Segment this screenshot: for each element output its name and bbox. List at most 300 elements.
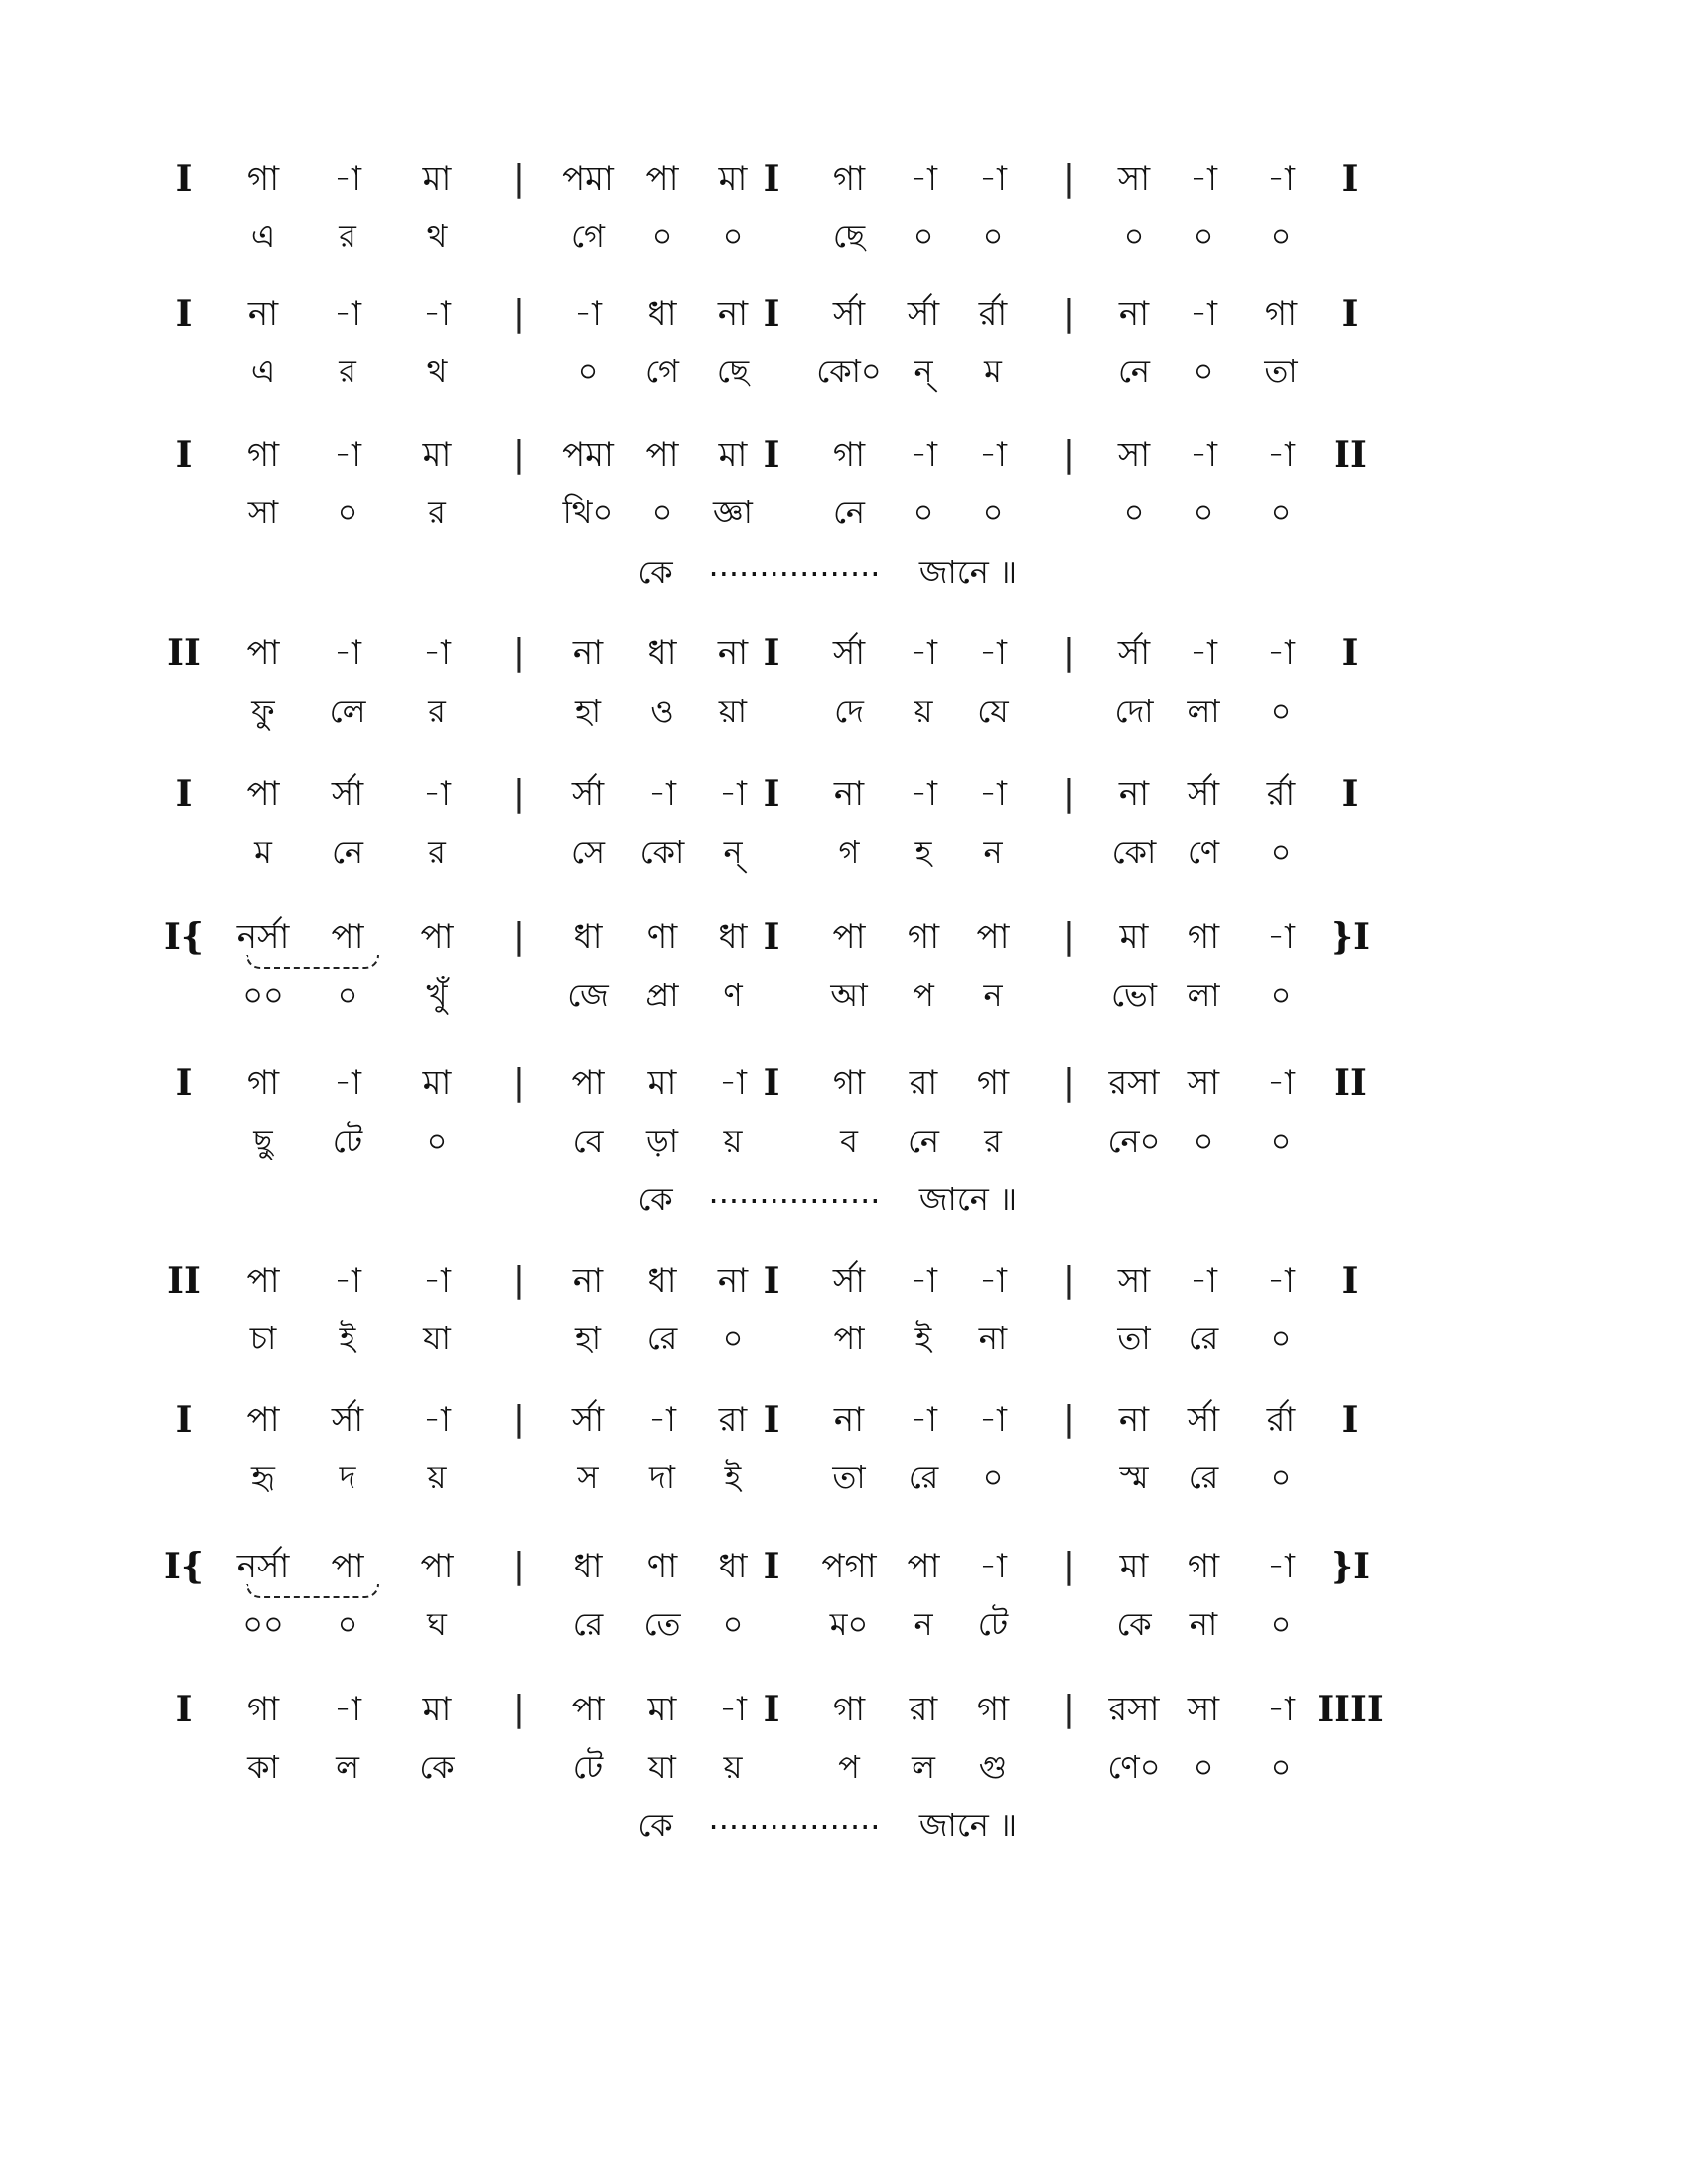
lyric-syllable: না [978,1319,1008,1357]
bar-line: II [167,632,201,674]
lyric-syllable: কো [1111,833,1157,871]
lyric-syllable: হা [574,692,602,730]
swara-note: পা [907,1547,940,1586]
bar-line: I [175,158,193,200]
swara-note: -া [910,435,937,475]
lyric-syllable: ০ [337,1605,358,1643]
bar-line: I [175,434,193,476]
lyric-syllable: হৃ [251,1458,275,1496]
lyric-syllable: হ [914,833,932,871]
swara-note: মা [1119,1547,1149,1586]
swara-note: গা [246,159,280,199]
lyric-syllable: ০ [1270,833,1292,871]
refrain-end: জানে ॥ [918,1180,1018,1218]
bar-line: I [1341,632,1359,674]
lyric-syllable: না [1189,1605,1218,1643]
lyric-syllable: লে [329,692,366,730]
lyric-syllable: সে [570,833,606,871]
lyric-syllable: ০ [1193,217,1214,255]
swara-note: ধা [647,633,677,673]
bar-line: I [175,1689,193,1730]
swara-note: -া [979,1547,1007,1586]
lyric-syllable: দো [1114,692,1154,730]
swara-note: র্সা [571,774,605,814]
swara-note: পা [246,774,280,814]
swara-note: পা [832,917,866,957]
lyric-syllable: ০ [1270,217,1292,255]
swara-note: না [717,294,749,334]
swara-note: মা [422,1063,452,1103]
bar-line: II [1334,1062,1367,1104]
lyric-syllable: দা [648,1458,676,1496]
lyric-syllable: র [428,493,446,531]
swara-note: পা [976,917,1010,957]
lyric-syllable: দে [834,692,864,730]
lyric-syllable: ণে০ [1107,1748,1161,1786]
lyric-syllable: ছে [832,217,866,255]
swara-note: র্রা [978,294,1008,334]
beat-separator: | [1062,293,1076,334]
lyric-syllable: নে০ [1107,1122,1161,1160]
beat-separator: | [1062,158,1076,199]
swara-note: পা [645,159,679,199]
swara-note: র্সা [832,1261,866,1300]
lyric-syllable: য় [427,1458,447,1496]
swara-note: ণা [646,917,678,957]
swara-note: র্সা [1117,633,1151,673]
swara-note: পমা [562,435,614,475]
beat-separator: | [1062,632,1076,673]
swara-note: -া [1267,1547,1295,1586]
lyric-syllable: ০ [337,976,358,1014]
swara-note: ধা [573,1547,603,1586]
bar-line: IIII [1317,1689,1384,1730]
lyric-syllable: ০ [1123,217,1145,255]
swara-note: গা [1264,294,1298,334]
lyric-syllable: ও [650,692,674,730]
bar-line: I [175,293,193,335]
lyric-syllable: কো০ [816,352,882,390]
swara-note: গা [976,1690,1010,1729]
lyric-syllable: রে [908,1458,939,1496]
lyric-syllable: ০ [1270,1458,1292,1496]
lyric-syllable: খুঁ [426,976,448,1014]
swara-note: নর্সা [236,917,290,957]
beat-separator: | [1062,1062,1076,1103]
swara-note: র্সা [832,294,866,334]
lyric-syllable: ড়া [645,1122,679,1160]
swara-note: পা [246,1400,280,1439]
lyric-syllable: কা [247,1748,279,1786]
swara-note: মা [422,159,452,199]
lyric-syllable: যা [423,1319,451,1357]
lyric-syllable: ই [724,1458,742,1496]
swara-note: -া [648,774,676,814]
swara-note: গা [1187,1547,1220,1586]
swara-note: র্সা [832,633,866,673]
swara-note: -া [719,774,747,814]
lyric-syllable: ণ [723,976,743,1014]
refrain-start: কে [637,1806,673,1843]
lyric-syllable: ম [254,833,272,871]
bar-line: I [1341,1399,1359,1440]
lyric-syllable: গ [838,833,860,871]
lyric-syllable: দ [339,1458,356,1496]
lyric-syllable: ঘ [427,1605,447,1643]
bar-line: I [1341,773,1359,815]
refrain-end: জানে ॥ [918,1806,1018,1843]
lyric-syllable: ০ [1193,1122,1214,1160]
beat-separator: | [512,293,526,334]
swara-note: -া [334,1690,361,1729]
swara-note: -া [1190,294,1217,334]
lyric-syllable: রে [1188,1319,1219,1357]
swara-note: -া [979,1261,1007,1300]
beat-separator: | [1062,916,1076,957]
bar-line: I [175,1399,193,1440]
swara-note: সা [1117,1261,1151,1300]
lyric-syllable: নে [907,1122,940,1160]
lyric-syllable: থি০ [562,493,614,531]
lyric-syllable: গে [645,352,679,390]
lyric-syllable: র [428,692,446,730]
bar-line: I [763,632,780,674]
lyric-syllable: ০০ [242,976,284,1014]
swara-note: না [1118,1400,1150,1439]
swara-note: -া [979,774,1007,814]
swara-note: না [717,633,749,673]
swara-note: পা [420,1547,454,1586]
beat-separator: | [512,773,526,814]
swara-note: র্সা [907,294,940,334]
lyric-syllable: ব [840,1122,858,1160]
lyric-syllable: ০ [577,352,599,390]
swara-note: না [717,1261,749,1300]
beat-separator: | [512,916,526,957]
swara-note: -া [979,633,1007,673]
lyric-syllable: লা [1187,692,1220,730]
swara-note: সা [1117,159,1151,199]
lyric-syllable: টে [572,1748,604,1786]
swara-note: পা [420,917,454,957]
lyric-syllable: ০ [1270,976,1292,1014]
lyric-syllable: জে [567,976,609,1014]
lyric-syllable: থ [426,217,448,255]
swara-note: ধা [647,294,677,334]
swara-note: -া [910,774,937,814]
swara-note: গা [1187,917,1220,957]
swara-note: রসা [1108,1063,1160,1103]
swara-note: -া [334,1261,361,1300]
lyric-syllable: য়া [718,692,748,730]
bar-line: I [763,434,780,476]
lyric-syllable: প [838,1748,860,1786]
lyric-syllable: ০ [1270,1122,1292,1160]
swara-note: -া [1267,633,1295,673]
swara-note: -া [1190,435,1217,475]
swara-note: গা [246,435,280,475]
lyric-syllable: তা [832,1458,866,1496]
swara-note: -া [1267,1261,1295,1300]
lyric-syllable: ন্ [914,352,933,390]
lyric-syllable: টে [332,1122,363,1160]
swara-note: নর্সা [236,1547,290,1586]
lyric-syllable: ০ [1193,1748,1214,1786]
lyric-syllable: ০ [1270,692,1292,730]
lyric-syllable: ন [983,833,1003,871]
lyric-syllable: ০ [982,1458,1004,1496]
refrain-leader: ················· [708,555,881,593]
bar-line: I [1341,1260,1359,1301]
swara-note: পা [571,1063,605,1103]
swara-note: না [1118,294,1150,334]
lyric-syllable: কে [1116,1605,1152,1643]
lyric-syllable: ণে [1187,833,1220,871]
lyric-syllable: য় [723,1122,743,1160]
swara-note: -া [334,1063,361,1103]
swara-note: -া [1267,1690,1295,1729]
swara-note: র্সা [331,774,364,814]
lyric-syllable: ০০ [242,1605,284,1643]
swara-note: না [833,1400,865,1439]
swara-note: -া [910,159,937,199]
swara-note: র্সা [1187,1400,1220,1439]
lyric-syllable: ০ [426,1122,448,1160]
lyric-syllable: প্রা [645,976,679,1014]
lyric-syllable: তা [1264,352,1298,390]
beat-separator: | [1062,773,1076,814]
swara-note: -া [423,1400,451,1439]
lyric-syllable: ০ [913,217,934,255]
lyric-syllable: লা [1187,976,1220,1014]
lyric-syllable: যে [977,692,1009,730]
lyric-syllable: র [339,352,356,390]
beat-separator: | [1062,1260,1076,1300]
swara-note: -া [423,294,451,334]
lyric-syllable: ০ [982,493,1004,531]
bar-line: I [763,1689,780,1730]
lyric-syllable: র [428,833,446,871]
refrain-leader: ················· [708,1808,881,1845]
swara-note: -া [1190,633,1217,673]
swara-note: গা [976,1063,1010,1103]
lyric-syllable: রে [572,1605,604,1643]
swara-note: রা [909,1690,938,1729]
lyric-syllable: ০ [651,217,673,255]
beat-separator: | [1062,434,1076,475]
swara-note: রসা [1108,1690,1160,1729]
swara-note: -া [979,435,1007,475]
swara-note: র্রা [1266,774,1296,814]
swara-note: পমা [562,159,614,199]
bar-line: I [763,1399,780,1440]
swara-note: মা [647,1690,677,1729]
lyric-syllable: বে [572,1122,604,1160]
lyric-syllable: গু [978,1748,1008,1786]
swara-note: মা [718,435,748,475]
swara-note: পা [331,917,364,957]
swara-note: ধা [573,917,603,957]
lyric-syllable: ০ [722,217,744,255]
lyric-syllable: ০ [1193,352,1214,390]
swara-note: -া [1190,1261,1217,1300]
lyric-syllable: তে [643,1605,681,1643]
lyric-syllable: ০ [913,493,934,531]
beat-separator: | [1062,1689,1076,1729]
swara-note: মা [718,159,748,199]
swara-note: গা [832,435,866,475]
swara-note: র্সা [571,1400,605,1439]
lyric-syllable: স [577,1458,599,1496]
swara-note: গা [832,1690,866,1729]
beat-separator: | [512,1546,526,1586]
lyric-syllable: ০ [651,493,673,531]
swara-note: র্সা [1187,774,1220,814]
swara-note: না [1118,774,1150,814]
bar-line: I [763,1546,780,1587]
swara-note: -া [648,1400,676,1439]
lyric-syllable: ০ [722,1319,744,1357]
lyric-syllable: ল [912,1748,935,1786]
lyric-syllable: যা [648,1748,676,1786]
lyric-syllable: ছু [253,1122,273,1160]
swara-note: ধা [647,1261,677,1300]
swara-note: গা [246,1690,280,1729]
swara-note: -া [719,1690,747,1729]
beat-separator: | [512,1689,526,1729]
swara-note: -া [1267,917,1295,957]
lyric-syllable: তা [1117,1319,1151,1357]
bar-line: I [763,158,780,200]
swara-note: গা [907,917,940,957]
lyric-syllable: সা [247,493,279,531]
swara-note: -া [423,633,451,673]
swara-note: সা [1117,435,1151,475]
lyric-syllable: রে [646,1319,678,1357]
lyric-syllable: ০ [982,217,1004,255]
bar-line: I [1341,293,1359,335]
lyric-syllable: গে [571,217,605,255]
swara-note: -া [574,294,602,334]
lyric-syllable: ০ [1123,493,1145,531]
swara-note: -া [1190,159,1217,199]
lyric-syllable: ভো [1110,976,1158,1014]
bar-line: II [167,1260,201,1301]
beat-separator: | [512,1399,526,1439]
lyric-syllable: এ [250,217,276,255]
beat-separator: | [512,632,526,673]
swara-note: না [833,774,865,814]
swara-note: ধা [718,1547,748,1586]
swara-note: -া [910,633,937,673]
lyric-syllable: ফু [251,692,275,730]
lyric-syllable: য় [914,692,933,730]
refrain-end: জানে ॥ [918,553,1018,591]
bar-line: I [763,773,780,815]
slur-mark [246,1584,379,1598]
swara-note: -া [719,1063,747,1103]
swara-note: মা [422,1690,452,1729]
swara-note: গা [832,159,866,199]
beat-separator: | [512,1062,526,1103]
lyric-syllable: ছে [716,352,750,390]
swara-note: না [572,633,604,673]
lyric-syllable: ল [336,1748,359,1786]
lyric-syllable: স্ম [1119,1458,1149,1496]
swara-note: -া [334,435,361,475]
lyric-syllable: ০ [722,1605,744,1643]
lyric-syllable: ই [914,1319,932,1357]
swara-note: র্সা [331,1400,364,1439]
swara-note: রা [909,1063,938,1103]
swara-note: মা [647,1063,677,1103]
swara-note: পা [331,1547,364,1586]
lyric-syllable: ই [339,1319,356,1357]
swara-note: পা [246,1261,280,1300]
lyric-syllable: র [339,217,356,255]
bar-line: I [763,1260,780,1301]
swara-note: -া [910,1400,937,1439]
swara-note: পা [246,633,280,673]
lyric-syllable: কো [639,833,685,871]
lyric-syllable: ০ [1270,1605,1292,1643]
swara-note: -া [334,294,361,334]
swara-note: -া [979,159,1007,199]
lyric-syllable: আ [830,976,868,1014]
lyric-syllable: হা [574,1319,602,1357]
lyric-syllable: টে [977,1605,1009,1643]
lyric-syllable: থ [426,352,448,390]
swara-note: গা [246,1063,280,1103]
lyric-syllable: জ্ঞা [713,493,753,531]
swara-note: সা [1187,1690,1220,1729]
swara-note: -া [1267,1063,1295,1103]
lyric-syllable: র [984,1122,1002,1160]
lyric-syllable: রে [1188,1458,1219,1496]
swara-note: মা [1119,917,1149,957]
swara-note: না [247,294,279,334]
lyric-syllable: ০ [337,493,358,531]
lyric-syllable: কে [419,1748,455,1786]
swara-note: না [572,1261,604,1300]
refrain-start: কে [637,1180,673,1218]
lyric-syllable: ম০ [829,1605,869,1643]
swara-note: -া [979,1400,1007,1439]
beat-separator: | [1062,1546,1076,1586]
lyric-syllable: ন্ [723,833,743,871]
lyric-syllable: ন [914,1605,933,1643]
swara-note: পা [571,1690,605,1729]
lyric-syllable: ন [983,976,1003,1014]
swara-note: -া [423,1261,451,1300]
lyric-syllable: চা [249,1319,277,1357]
swara-note: রা [718,1400,748,1439]
lyric-syllable: য় [723,1748,743,1786]
refrain-leader: ················· [708,1182,881,1220]
lyric-syllable: ম [984,352,1002,390]
refrain-start: কে [637,553,673,591]
bar-line: I [1341,158,1359,200]
lyric-syllable: নে [331,833,364,871]
swara-note: সা [1187,1063,1220,1103]
beat-separator: | [512,434,526,475]
swara-note: পা [645,435,679,475]
lyric-syllable: নে [1117,352,1151,390]
beat-separator: | [512,1260,526,1300]
swara-note: -া [334,633,361,673]
beat-separator: | [1062,1399,1076,1439]
swara-note: -া [334,159,361,199]
